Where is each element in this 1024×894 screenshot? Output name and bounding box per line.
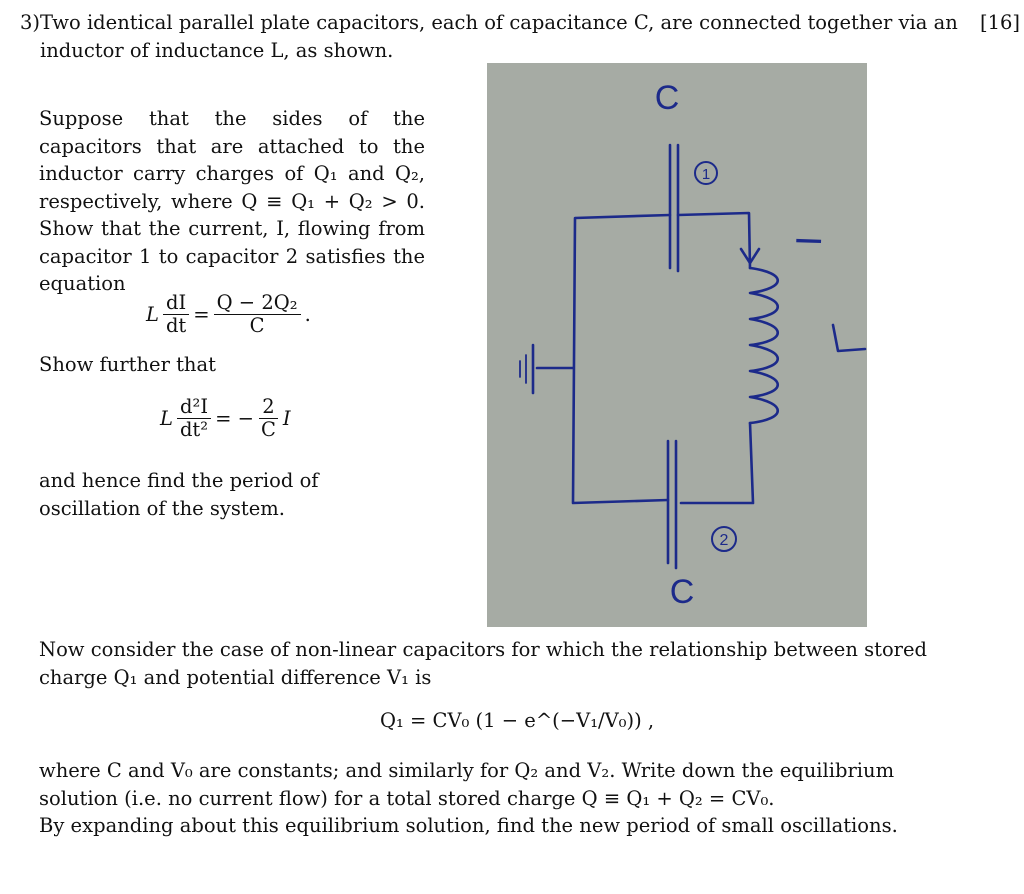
eq1-coeff: L xyxy=(146,302,159,326)
circuit-diagram xyxy=(487,63,867,627)
ground-symbol-lines xyxy=(520,355,526,383)
question-number: 3) xyxy=(20,11,41,34)
label-current: I xyxy=(787,235,830,247)
show-further-text: Show further that xyxy=(39,353,216,376)
inductor-label-mark xyxy=(833,325,865,351)
label-cap1: 1 xyxy=(701,166,711,183)
eq2-lhs-num: d²I xyxy=(177,396,211,419)
question-intro: Two identical parallel plate capacitors, each of capacitance C, are connected together via an inductor of inductance L, as shown. xyxy=(40,11,958,62)
paragraph-suppose: Suppose that the sides of the capacitors that are attached to the inductor carry charges of Q₁ and Q₂, respectively, where Q ≡ Q₁ + Q₂ > 0. Show that the current, I, flowing from capacitor 1 to capacitor 2 satisfies the equation xyxy=(39,107,425,295)
eq1-end: . xyxy=(304,302,311,326)
eq1-rhs-den: C xyxy=(249,314,265,337)
label-top-capacitor: C xyxy=(654,79,680,117)
paragraph-nonlinear: Now consider the case of non-linear capacitors for which the relationship between stored charge Q₁ and potential difference V₁ is xyxy=(39,638,928,689)
eq2-coeff: L xyxy=(160,406,173,430)
label-cap2: 2 xyxy=(719,532,729,549)
equation-nonlinear: Q₁ = CV₀ (1 − e^(−V₁/V₀)) , xyxy=(380,709,655,732)
eq1-lhs-fraction xyxy=(163,292,189,337)
equation-second-order xyxy=(160,396,291,441)
eq2-lhs-fraction xyxy=(177,396,211,441)
eq2-tail: I xyxy=(282,406,291,430)
expansion-text: By expanding about this equilibrium solution, find the new period of small oscillations. xyxy=(39,814,898,837)
equation-current xyxy=(146,292,311,337)
eq1-rhs-num: Q − 2Q₂ xyxy=(214,292,301,315)
eq1-lhs-den: dt xyxy=(165,314,187,337)
right-wire-bottom xyxy=(681,423,753,503)
eq2-rhs-num: 2 xyxy=(259,396,277,419)
eq2-rel: = − xyxy=(215,406,254,430)
eq2-lhs-den: dt² xyxy=(179,418,209,441)
question-marks: [16] xyxy=(980,11,1021,34)
paragraph-equilibrium xyxy=(39,757,969,840)
eq2-rhs-den: C xyxy=(260,418,276,441)
left-wire xyxy=(573,215,670,503)
label-bottom-capacitor: C xyxy=(669,573,695,611)
eq1-lhs-num: dI xyxy=(163,292,189,315)
eq1-rhs-fraction xyxy=(214,292,301,337)
right-wire-top xyxy=(678,213,750,268)
equilibrium-text: where C and V₀ are constants; and similarly for Q₂ and V₂. Write down the equilibrium solution (i.e. no current flow) for a total stored charge Q ≡ Q₁ + Q₂ = CV₀. xyxy=(39,759,895,810)
paragraph-period: and hence find the period of oscillation of the system. xyxy=(39,469,319,520)
eq1-rel: = xyxy=(193,302,210,326)
eq2-rhs-fraction xyxy=(258,396,279,441)
circuit-photo xyxy=(487,63,867,627)
inductor-coil xyxy=(750,268,778,423)
